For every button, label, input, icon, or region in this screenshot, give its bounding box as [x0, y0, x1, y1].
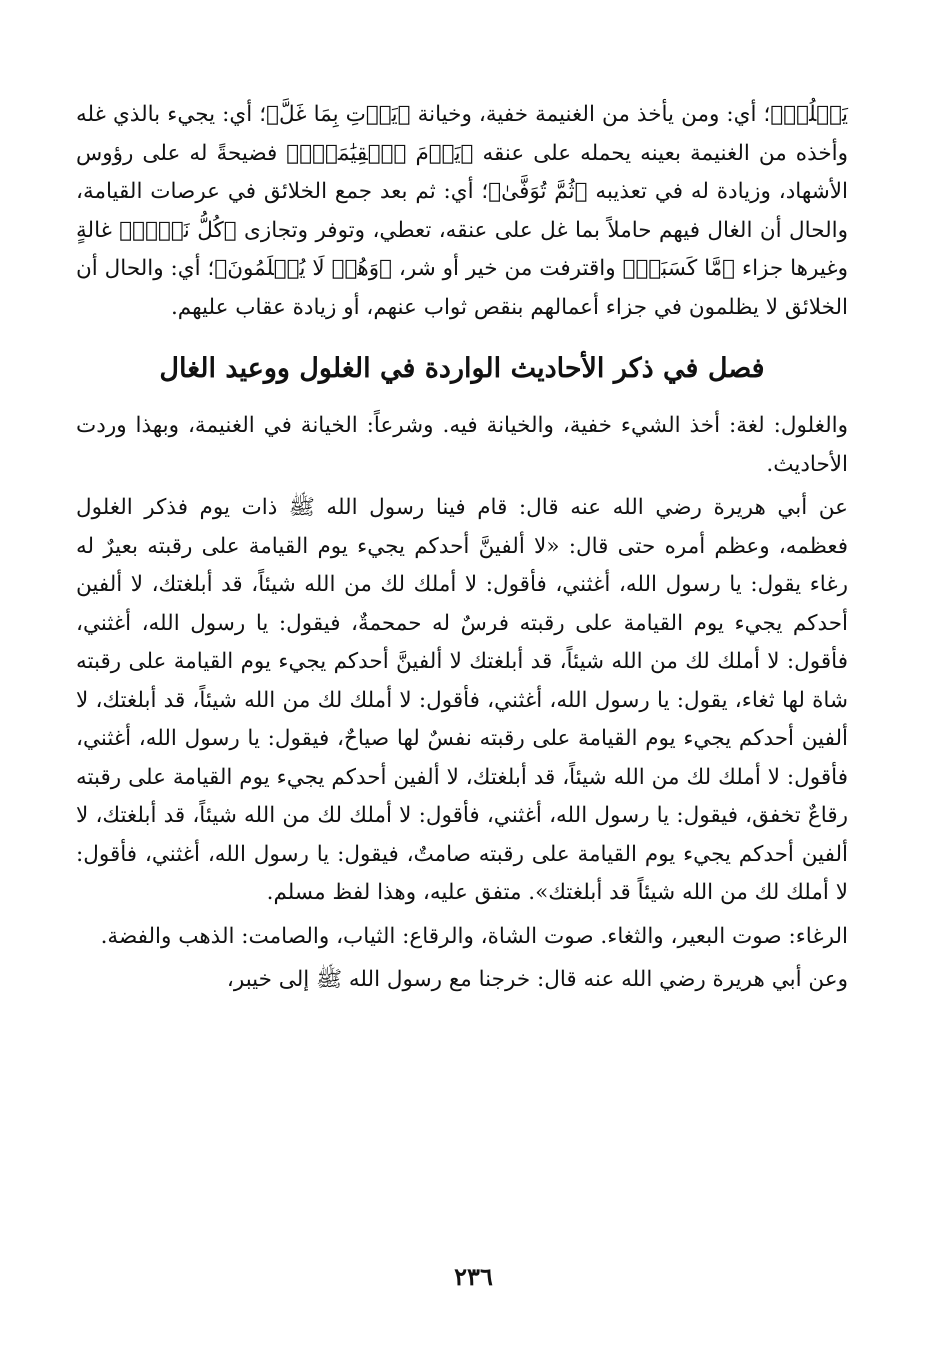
- definition-paragraph: والغلول: لغة: أخذ الشيء خفية، والخيانة فيه. وشرعاً: الخيانة في الغنيمة، وبهذا وردت الأحاديث.: [76, 413, 848, 477]
- glossary-paragraph: الرغاء: صوت البعير، والثغاء. صوت الشاة، والرقاع: الثياب، والصامت: الذهب والفضة.: [100, 923, 848, 949]
- hadith-paragraph: عن أبي هريرة رضي الله عنه قال: قام فينا رسول الله ﷺ ذات يوم فذكر الغلول فعظمه، وعظم أمره حتى قال: «لا ألفينَّ أحدكم يجيء يوم القيامة على رقبته بعيرٌ له رغاء يقول: يا رسول الله، أغثني، فأقول: لا أملك لك من الله شيئاً، قد أبلغتك، لا ألفين أحدكم يجيء يوم القيامة على رقبته فرسٌ له حمحمةٌ، فيقول: يا رسول الله، أغثني، فأقول: لا أملك لك من الله شيئاً، قد أبلغتك لا ألفينَّ أحدكم يجيء يوم القيامة على رقبته شاة لها ثغاء، يقول: يا رسول الله، أغثني، فأقول: لا أملك لك من الله شيئاً، قد أبلغتك، لا ألفين أحدكم يجيء يوم القيامة على رقبته نفسٌ لها صياحٌ، فيقول: يا رسول الله، أغثني، فأقول: لا أملك لك من الله شيئاً، قد أبلغتك، لا ألفين أحدكم يجيء يوم القيامة على رقبته رقاعٌ تخفق، فيقول: يا رسول الله، أغثني، فأقول: لا أملك لك من الله شيئاً، قد أبلغتك، لا ألفين أحدكم يجيء يوم القيامة على رقبته صامتٌ، فيقول: يا رسول الله، أغثني، فأقول: لا أملك لك من الله شيئاً قد أبلغتك». متفق عليه، وهذا لفظ مسلم.: [76, 495, 848, 905]
- page-body: [76, 96, 848, 1000]
- section-heading: فصل في ذكر الأحاديث الواردة في الغلول ووعيد الغال: [159, 353, 765, 384]
- next-hadith-paragraph: وعن أبي هريرة رضي الله عنه قال: خرجنا مع رسول الله ﷺ إلى خيبر،: [226, 967, 848, 992]
- commentary-paragraph: يَغۡلُلۡ﴾؛ أي: ومن يأخذ من الغنيمة خفية، وخيانة ﴿يَأۡتِ بِمَا غَلَّ﴾؛ أي: يجيء بالذي غله وأخذه من الغنيمة بعينه يحمله على عنقه ﴿يَوۡمَ ٱلۡقِيَٰمَةِۚ﴾ فضيحةً له على رؤوس الأشهاد، وزيادة له في تعذيبه ﴿ثُمَّ تُوَفَّىٰ﴾؛ أي: ثم بعد جمع الخلائق في عرصات القيامة، والحال أن الغال فيهم حاملاً بما غل على عنقه، تعطي، وتوفر وتجازى ﴿كُلُّ نَفۡسٖ﴾ غالةٍ وغيرها جزاء ﴿مَّا كَسَبَتۡ﴾ واقترفت من خير أو شر، ﴿وَهُمۡ لَا يُظۡلَمُونَ﴾؛ أي: والحال أن الخلائق لا يظلمون في جزاء أعمالهم بنقص ثواب عنهم، أو زيادة عقاب عليهم.: [76, 102, 848, 320]
- page-number: ٢٣٦: [454, 1262, 493, 1291]
